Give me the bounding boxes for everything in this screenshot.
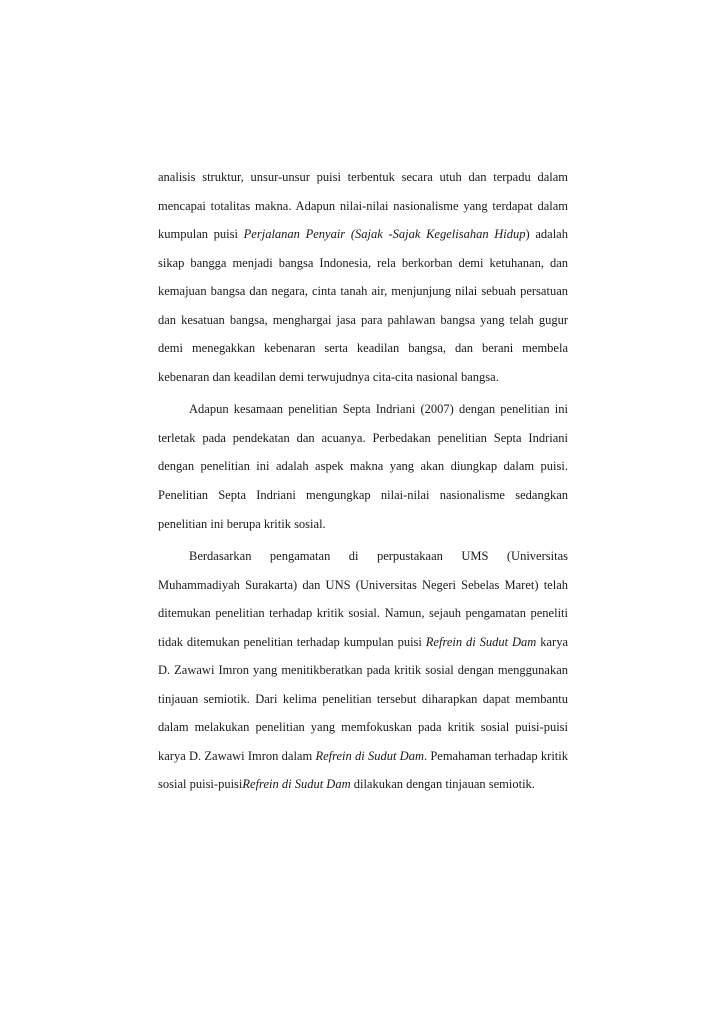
text-run: karya D. Zawawi Imron dalam xyxy=(158,748,316,763)
text-run: ditemukan penelitian terhadap kritik sosial. Namun, sejauh pengamatan peneliti xyxy=(158,606,568,621)
text-run: kebenaran dan keadilan demi terwujudnya cita-cita nasional bangsa. xyxy=(158,369,499,384)
text-run: dengan penelitian ini adalah aspek makna yang akan diungkap dalam puisi. xyxy=(158,459,568,474)
text-run: mencapai totalitas makna. Adapun nilai-nilai nasionalisme yang terdapat dalam xyxy=(158,198,568,213)
text-line xyxy=(158,224,568,253)
text-run: kemajuan bangsa dan negara, cinta tanah air, menjunjung nilai sebuah persatuan xyxy=(158,284,568,299)
paragraph xyxy=(158,399,568,542)
paragraph xyxy=(158,546,568,803)
italic-title: Perjalanan Penyair (Sajak -Sajak Kegelisahan Hidup xyxy=(243,227,526,242)
text-run: kumpulan puisi xyxy=(158,227,244,242)
text-line xyxy=(158,367,568,396)
italic-title: Refrein di Sudut Dam xyxy=(315,748,424,763)
italic-title: Refrein di Sudut Dam xyxy=(242,777,351,792)
text-run: sikap bangga menjadi bangsa Indonesia, rela berkorban demi ketuhanan, dan xyxy=(158,255,568,270)
text-run: penelitian ini berupa kritik sosial. xyxy=(158,516,326,531)
text-run: sosial puisi-puisi xyxy=(158,777,243,792)
text-line xyxy=(158,399,568,428)
text-line xyxy=(158,603,568,632)
text-line xyxy=(158,689,568,718)
document-body xyxy=(158,167,568,803)
italic-title: Refrein di Sudut Dam xyxy=(425,634,537,649)
text-run: Penelitian Septa Indriani mengungkap nilai-nilai nasionalisme sedangkan xyxy=(158,488,568,503)
text-run: analisis struktur, unsur-unsur puisi terbentuk secara utuh dan terpadu dalam xyxy=(158,170,568,184)
text-line xyxy=(158,546,568,575)
text-run: tidak ditemukan penelitian terhadap kumpulan puisi xyxy=(158,634,426,649)
text-run: Berdasarkan pengamatan di perpustakaan UMS (Universitas xyxy=(189,549,568,564)
text-line xyxy=(158,281,568,310)
text-run: karya xyxy=(536,634,569,649)
text-line xyxy=(158,660,568,689)
text-line xyxy=(158,167,568,196)
text-line xyxy=(158,456,568,485)
text-line xyxy=(158,428,568,457)
text-line xyxy=(158,575,568,604)
text-line xyxy=(158,310,568,339)
text-run: demi menegakkan kebenaran serta keadilan bangsa, dan berani membela xyxy=(158,341,568,356)
paragraph xyxy=(158,167,568,395)
text-line xyxy=(158,485,568,514)
text-run: dilakukan dengan tinjauan semiotik. xyxy=(350,777,535,792)
text-run: terletak pada pendekatan dan acuanya. Perbedakan penelitian Septa Indriani xyxy=(158,430,568,445)
text-line xyxy=(158,717,568,746)
text-line xyxy=(158,338,568,367)
text-line xyxy=(158,514,568,543)
text-line xyxy=(158,774,568,803)
text-line xyxy=(158,632,568,661)
text-run: . Pemahaman terhadap kritik xyxy=(423,748,568,763)
text-line xyxy=(158,196,568,225)
text-run: tinjauan semiotik. Dari kelima penelitian tersebut diharapkan dapat membantu xyxy=(158,691,568,706)
text-line xyxy=(158,253,568,282)
text-run: dan kesatuan bangsa, menghargai jasa para pahlawan bangsa yang telah gugur xyxy=(158,312,568,327)
text-run: Muhammadiyah Surakarta) dan UNS (Universitas Negeri Sebelas Maret) telah xyxy=(158,577,568,592)
text-run: dalam melakukan penelitian yang memfokuskan pada kritik sosial puisi-puisi xyxy=(158,720,568,735)
text-run: D. Zawawi Imron yang menitikberatkan pada kritik sosial dengan menggunakan xyxy=(158,663,568,678)
text-line xyxy=(158,746,568,775)
text-run: ) adalah xyxy=(525,227,568,242)
text-run: Adapun kesamaan penelitian Septa Indriani (2007) dengan penelitian ini xyxy=(189,402,568,417)
